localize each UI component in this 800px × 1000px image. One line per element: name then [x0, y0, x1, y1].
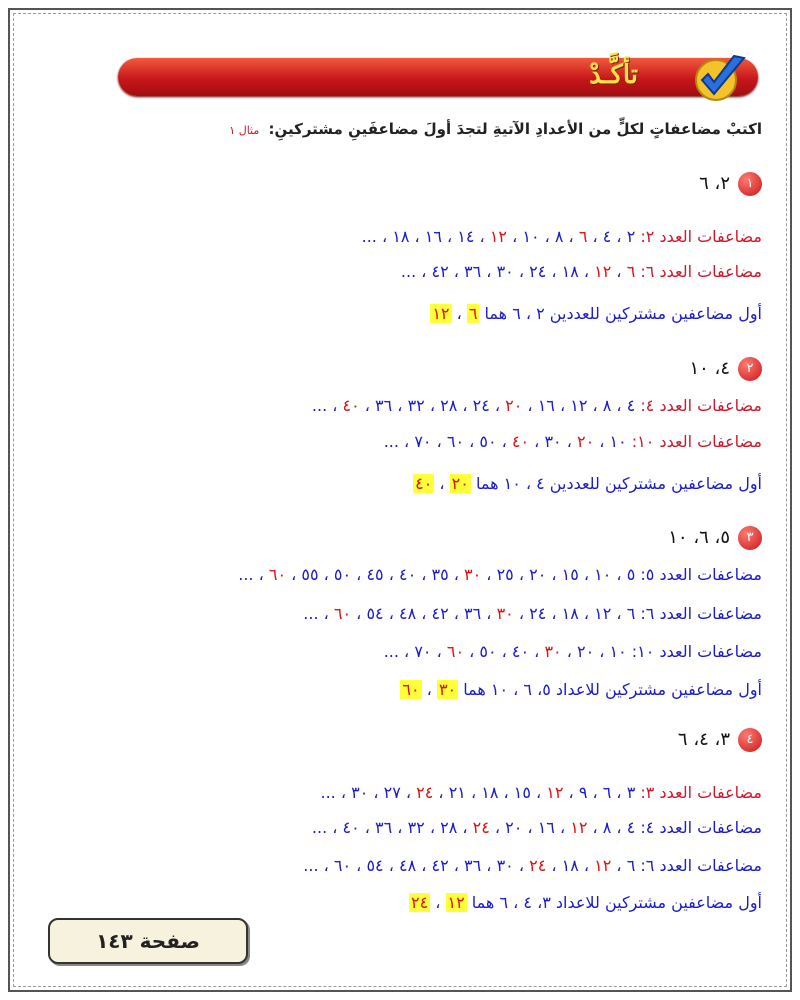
- multiple-value: ٢٤: [472, 818, 490, 837]
- multiples-label: مضاعفات العدد ٥:: [635, 565, 762, 584]
- multiple-value: ٣٦: [375, 396, 393, 415]
- multiple-value: ٣٦: [464, 262, 482, 281]
- multiple-value: ٣٠: [351, 783, 369, 802]
- multiple-value: ٥٤: [366, 604, 384, 623]
- multiple-value: ٢١: [448, 783, 466, 802]
- multiple-value: ١٨: [481, 783, 499, 802]
- multiples-line: مضاعفات العدد ١٠: ١٠ ، ٢٠ ، ٣٠ ، ٤٠ ، ٥٠ ، ٦٠ ، ٧٠ ، ...: [383, 432, 762, 451]
- multiple-value: ٣: [626, 783, 636, 802]
- multiple-value: ٤٠: [511, 642, 530, 661]
- ellipsis: ...: [303, 604, 319, 623]
- multiple-value: ٢٠: [576, 432, 595, 451]
- multiple-value: ٦: [626, 604, 636, 623]
- answer-text: أول مضاعفين مشتركين للاعداد ٣، ٤ ، ٦ هما: [466, 893, 762, 912]
- multiple-value: ٦: [626, 262, 636, 281]
- problem-numbers: ٤، ١٠: [689, 358, 730, 379]
- multiple-value: ٦٠: [446, 432, 465, 451]
- multiple-value: ٥٥: [301, 565, 319, 584]
- multiple-value: ٤٢: [431, 604, 449, 623]
- multiple-value: ١٤: [457, 227, 475, 246]
- problem-numbers: ٢، ٦: [699, 173, 730, 194]
- multiple-value: ٢٠: [505, 396, 523, 415]
- multiple-value: ١٢: [570, 818, 588, 837]
- problem-header: [678, 728, 762, 752]
- ellipsis: ...: [400, 262, 417, 281]
- multiple-value: ٣٠: [496, 604, 514, 623]
- multiple-value: ٩: [578, 783, 588, 802]
- problem-header: [668, 526, 762, 550]
- multiple-value: ٣٠: [496, 262, 514, 281]
- multiple-value: ٦: [602, 783, 612, 802]
- multiple-value: ٥٤: [366, 856, 384, 875]
- answer-text: أول مضاعفين مشتركين للاعداد ٥، ٦ ، ١٠ هما: [458, 680, 762, 699]
- multiple-value: ١٠: [522, 227, 540, 246]
- multiple-value: ١٠: [594, 565, 612, 584]
- instruction: [229, 120, 762, 138]
- multiples-line: مضاعفات العدد ٣: ٣ ، ٦ ، ٩ ، ١٢ ، ١٥ ، ١٨ ، ٢١ ، ٢٤ ، ٢٧ ، ٣٠ ، ...: [320, 783, 762, 802]
- multiple-value: ١٦: [537, 818, 555, 837]
- multiple-value: ٢٧: [383, 783, 401, 802]
- banner-title: تأكَّـدْ: [589, 60, 638, 90]
- multiple-value: ٦٠: [333, 856, 352, 875]
- multiple-value: ٦٠: [333, 604, 352, 623]
- multiple-value: ١٠: [609, 432, 627, 451]
- multiple-value: ٣٦: [375, 818, 393, 837]
- multiple-value: ٣٠: [464, 565, 482, 584]
- multiple-value: ٤٠: [511, 432, 530, 451]
- example-ref: مثال ١: [229, 124, 260, 137]
- answer-text: أول مضاعفين مشتركين للعددين ٤ ، ١٠ هما: [470, 474, 762, 493]
- multiples-line: مضاعفات العدد ٦: ٦ ، ١٢ ، ١٨ ، ٢٤ ، ٣٠ ، ٣٦ ، ٤٢ ، ٤٨ ، ٥٤ ، ٦٠ ، ...: [303, 604, 762, 623]
- multiple-value: ١٥: [513, 783, 531, 802]
- multiple-value: ١٦: [424, 227, 442, 246]
- answer-value: ١٢: [432, 304, 450, 323]
- multiple-value: ٦: [626, 856, 636, 875]
- multiple-value: ١٨: [392, 227, 410, 246]
- multiple-value: ٢٨: [440, 818, 458, 837]
- multiples-line: مضاعفات العدد ٦: ٦ ، ١٢ ، ١٨ ، ٢٤ ، ٣٠ ، ٣٦ ، ٤٢ ، ٤٨ ، ٥٤ ، ٦٠ ، ...: [303, 856, 762, 875]
- multiple-value: ٣٢: [407, 818, 425, 837]
- multiple-value: ٤٠: [342, 396, 360, 415]
- multiple-value: ٢٠: [505, 818, 523, 837]
- multiple-value: ٤: [602, 227, 612, 246]
- multiple-value: ١٠: [609, 642, 627, 661]
- problem-header: [689, 357, 762, 381]
- multiples-label: مضاعفات العدد ٤:: [635, 396, 762, 415]
- multiple-value: ٤٢: [431, 262, 449, 281]
- multiples-line: مضاعفات العدد ١٠: ١٠ ، ٢٠ ، ٣٠ ، ٤٠ ، ٥٠ ، ٦٠ ، ٧٠ ، ...: [383, 642, 762, 661]
- checkmark-icon: [690, 52, 748, 104]
- ellipsis: ...: [320, 783, 336, 802]
- multiple-value: ١٨: [561, 604, 579, 623]
- multiple-value: ٧٠: [414, 642, 432, 661]
- multiple-value: ٤٠: [342, 818, 360, 837]
- multiple-value: ٦٠: [268, 565, 287, 584]
- ellipsis: ...: [311, 396, 328, 415]
- answer-value: ٣٠: [438, 680, 457, 699]
- multiple-value: ٥٠: [479, 642, 497, 661]
- ellipsis: ...: [361, 227, 377, 246]
- multiple-value: ٣٢: [407, 396, 425, 415]
- multiple-value: ٤٠: [398, 565, 417, 584]
- answer-line: أول مضاعفين مشتركين للعددين ٤ ، ١٠ هما ٢٠ ، ٤٠: [415, 474, 762, 493]
- multiples-label: مضاعفات العدد ١٠:: [626, 642, 762, 661]
- multiples-label: مضاعفات العدد ٤:: [635, 818, 762, 837]
- multiples-line: مضاعفات العدد ٢: ٢ ، ٤ ، ٦ ، ٨ ، ١٠ ، ١٢ ، ١٤ ، ١٦ ، ١٨ ، ...: [361, 227, 762, 246]
- multiple-value: ١٢: [594, 856, 612, 875]
- multiple-value: ٥٠: [479, 432, 497, 451]
- multiple-value: ٢٤: [529, 604, 547, 623]
- multiples-label: مضاعفات العدد ٦:: [635, 262, 762, 281]
- problem-number-badge: ٢: [738, 357, 762, 381]
- multiple-value: ٤٥: [366, 565, 384, 584]
- multiple-value: ٣٠: [544, 432, 562, 451]
- multiple-value: ٢٥: [496, 565, 514, 584]
- answer-line: أول مضاعفين مشتركين للعددين ٢ ، ٦ هما ٦ ، ١٢: [432, 304, 762, 323]
- multiple-value: ٢٨: [440, 396, 458, 415]
- multiple-value: ٨: [554, 227, 564, 246]
- page-border: [8, 8, 792, 992]
- multiple-value: ١٨: [561, 856, 579, 875]
- multiples-line: مضاعفات العدد ٤: ٤ ، ٨ ، ١٢ ، ١٦ ، ٢٠ ، ٢٤ ، ٢٨ ، ٣٢ ، ٣٦ ، ٤٠ ، ...: [311, 818, 762, 837]
- multiples-label: مضاعفات العدد ٦:: [635, 604, 762, 623]
- problem-numbers: ٣، ٤، ٦: [677, 729, 730, 750]
- ellipsis: ...: [238, 565, 254, 584]
- section-banner: [118, 58, 758, 96]
- multiple-value: ٦: [578, 227, 588, 246]
- multiple-value: ٥: [626, 565, 636, 584]
- multiples-label: مضاعفات العدد ١٠:: [626, 432, 762, 451]
- multiple-value: ٢٤: [529, 856, 547, 875]
- multiple-value: ٦٠: [446, 642, 465, 661]
- multiple-value: ١٢: [489, 227, 507, 246]
- ellipsis: ...: [303, 856, 319, 875]
- answer-text: أول مضاعفين مشتركين للعددين ٢ ، ٦ هما: [479, 304, 762, 323]
- instruction-text: اكتبْ مضاعفاتٍ لكلٍّ من الأعدادِ الآتيةِ لتجدَ أولَ مضاعفَينِ مشتركينِ:: [268, 120, 762, 138]
- answer-line: أول مضاعفين مشتركين للاعداد ٥، ٦ ، ١٠ هما ٣٠ ، ٦٠: [402, 680, 762, 699]
- ellipsis: ...: [383, 642, 399, 661]
- multiple-value: ٢٤: [416, 783, 434, 802]
- multiple-value: ٢٠: [576, 642, 595, 661]
- multiple-value: ١٢: [546, 783, 564, 802]
- answer-value: ١٢: [447, 893, 465, 912]
- multiple-value: ٤: [626, 818, 636, 837]
- problem-number-badge: ٣: [738, 526, 762, 550]
- multiple-value: ٤: [626, 396, 636, 415]
- answer-value: ٤٠: [415, 474, 433, 493]
- answer-value: ٦٠: [402, 680, 420, 699]
- multiples-line: مضاعفات العدد ٤: ٤ ، ٨ ، ١٢ ، ١٦ ، ٢٠ ، ٢٤ ، ٢٨ ، ٣٢ ، ٣٦ ، ٤٠ ، ...: [311, 396, 762, 415]
- multiple-value: ١٢: [594, 262, 612, 281]
- multiple-value: ١٢: [570, 396, 588, 415]
- multiple-value: ٢: [626, 227, 636, 246]
- multiple-value: ٣٠: [496, 856, 514, 875]
- multiple-value: ١٥: [561, 565, 579, 584]
- ellipsis: ...: [311, 818, 328, 837]
- page-number: صفحة ١٤٣: [48, 918, 248, 964]
- multiple-value: ٣٥: [431, 565, 449, 584]
- multiple-value: ١٢: [594, 604, 612, 623]
- multiple-value: ٤٨: [398, 856, 417, 875]
- multiples-line: مضاعفات العدد ٦: ٦ ، ١٢ ، ١٨ ، ٢٤ ، ٣٠ ، ٣٦ ، ٤٢ ، ...: [400, 262, 762, 281]
- multiple-value: ٢٤: [529, 262, 547, 281]
- multiple-value: ٥٠: [333, 565, 352, 584]
- answer-value: ٢٤: [411, 893, 429, 912]
- multiple-value: ٤٢: [431, 856, 449, 875]
- multiples-label: مضاعفات العدد ٦:: [635, 856, 762, 875]
- multiple-value: ٣٦: [464, 856, 482, 875]
- multiple-value: ٣٠: [544, 642, 562, 661]
- ellipsis: ...: [383, 432, 399, 451]
- multiple-value: ٧٠: [414, 432, 432, 451]
- multiple-value: ٢٤: [472, 396, 490, 415]
- problem-numbers: ٥، ٦، ١٠: [668, 527, 730, 548]
- answer-value: ٢٠: [451, 474, 469, 493]
- answer-line: أول مضاعفين مشتركين للاعداد ٣، ٤ ، ٦ هما ١٢ ، ٢٤: [411, 893, 762, 912]
- answer-value: ٦: [468, 304, 478, 323]
- multiple-value: ٨: [602, 818, 612, 837]
- multiple-value: ٨: [602, 396, 612, 415]
- multiples-label: مضاعفات العدد ٢:: [635, 227, 762, 246]
- problem-number-badge: ٤: [738, 728, 762, 752]
- problem-number-badge: ١: [738, 172, 762, 196]
- multiple-value: ١٨: [561, 262, 579, 281]
- multiple-value: ٣٦: [464, 604, 482, 623]
- multiple-value: ٤٨: [398, 604, 417, 623]
- multiple-value: ٢٠: [529, 565, 547, 584]
- multiples-line: مضاعفات العدد ٥: ٥ ، ١٠ ، ١٥ ، ٢٠ ، ٢٥ ، ٣٠ ، ٣٥ ، ٤٠ ، ٤٥ ، ٥٠ ، ٥٥ ، ٦٠ ، ...: [238, 565, 762, 584]
- multiple-value: ١٦: [537, 396, 555, 415]
- multiples-label: مضاعفات العدد ٣:: [635, 783, 762, 802]
- problem-header: [699, 172, 762, 196]
